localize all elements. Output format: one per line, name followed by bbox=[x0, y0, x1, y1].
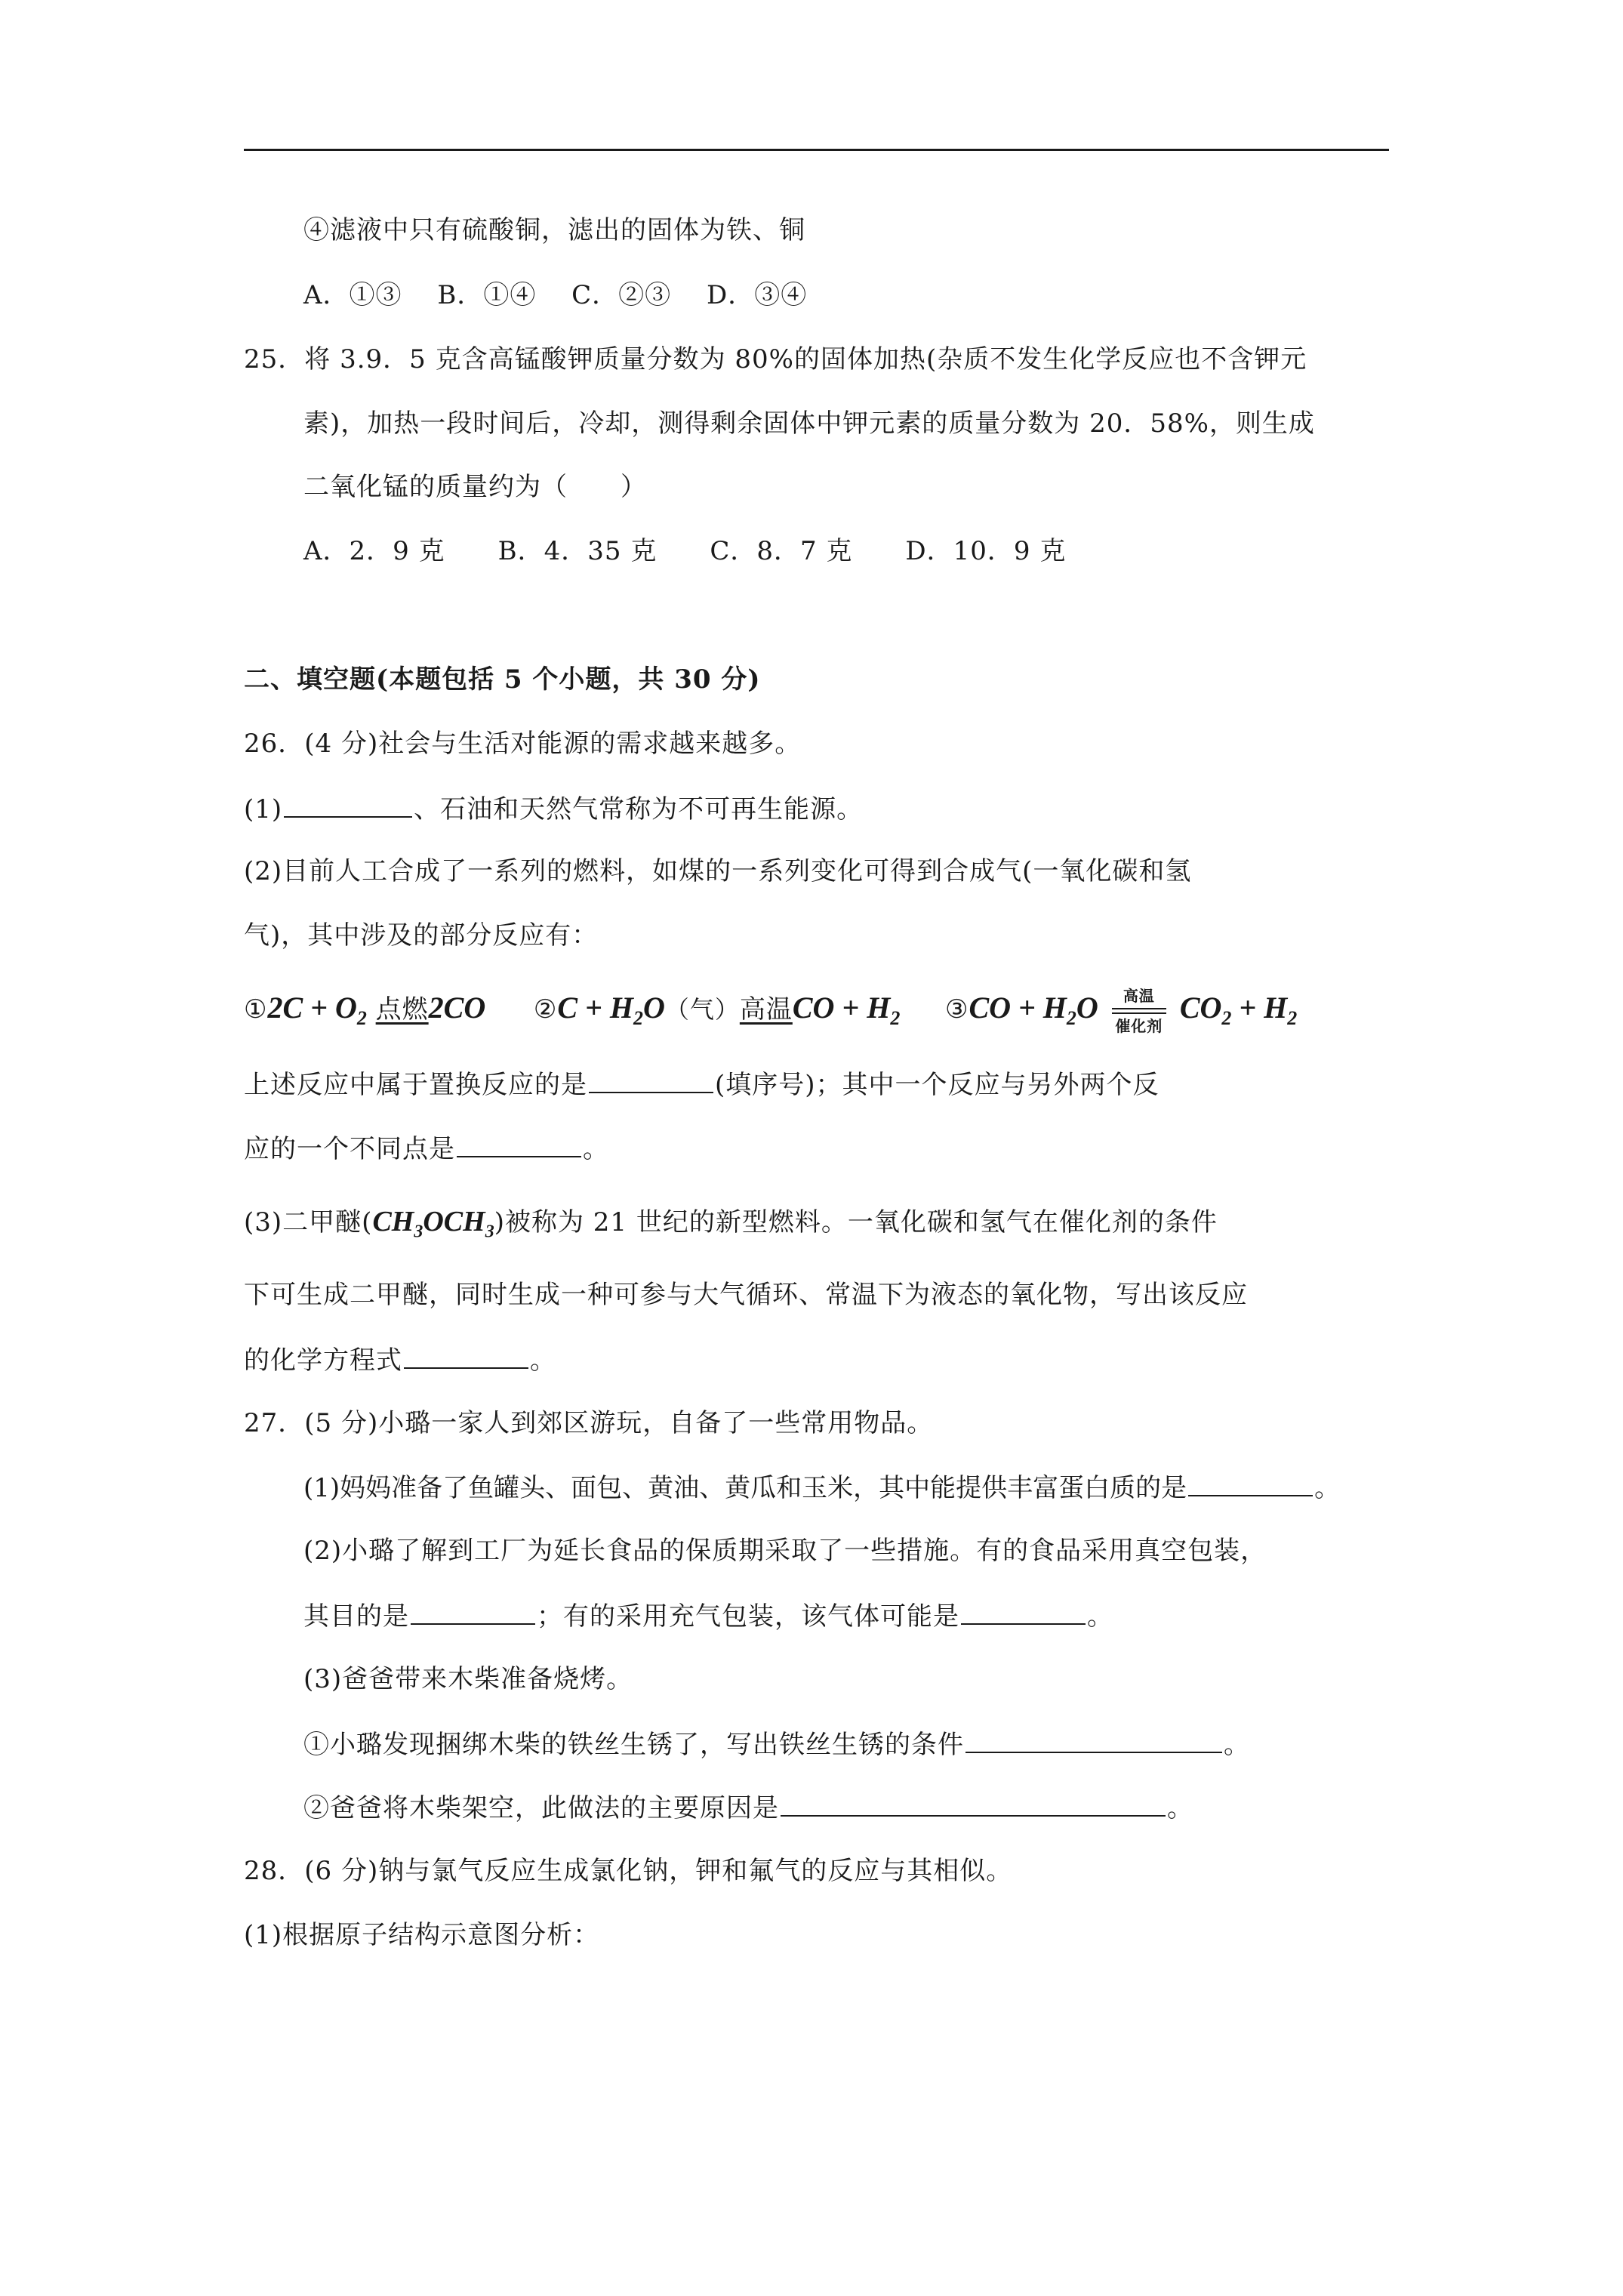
header-rule bbox=[244, 149, 1389, 151]
r2-left-sub: 2 bbox=[633, 1007, 643, 1029]
q27-p2-b: ；有的采用充气包装，该气体可能是 bbox=[537, 1601, 959, 1632]
r2-right: CO + H bbox=[792, 991, 891, 1025]
section-2-title: 二、填空题(本题包括 5 个小题，共 30 分) bbox=[244, 664, 761, 695]
q27-p32-b: 。 bbox=[1167, 1793, 1193, 1823]
q27-part-2-line-1: (2)小璐了解到工厂为延长食品的保质期采取了一些措施。有的食品采用真空包装， bbox=[303, 1536, 1267, 1566]
r1-left-sub: 2 bbox=[356, 1007, 367, 1029]
q28-part-1: (1)根据原子结构示意图分析： bbox=[244, 1920, 600, 1950]
reaction-3-number: ③ bbox=[944, 994, 969, 1025]
reaction-3-products bbox=[1179, 991, 1298, 1029]
q27-stem: 27．(5 分)小璐一家人到郊区游玩，自备了一些常用物品。 bbox=[244, 1408, 934, 1438]
r3-right-sub: 2 bbox=[1221, 1007, 1232, 1029]
q26-p3-b: )被称为 21 世纪的新型燃料。一氧化碳和氢气在催化剂的条件 bbox=[494, 1207, 1218, 1237]
q27-part-3: (3)爸爸带来木柴准备烧烤。 bbox=[303, 1664, 633, 1694]
reaction-1-product: 2CO bbox=[428, 991, 486, 1025]
r3-right-2: + H bbox=[1231, 991, 1288, 1025]
f1-sub: 3 bbox=[414, 1222, 423, 1242]
r3-right-sub-2: 2 bbox=[1287, 1007, 1298, 1029]
reaction-2-products bbox=[792, 991, 901, 1029]
r3-cond-bottom: 催化剂 bbox=[1115, 1017, 1163, 1035]
r3-cond-top: 高温 bbox=[1123, 987, 1155, 1005]
r3-left-2: O bbox=[1076, 991, 1098, 1025]
f2-sub: 3 bbox=[485, 1222, 494, 1242]
reaction-2-reactants bbox=[557, 991, 665, 1029]
q27-p2-a: 其目的是 bbox=[303, 1601, 409, 1632]
q26-part-3-line-1 bbox=[244, 1200, 1218, 1253]
q27-protein-blank[interactable] bbox=[1188, 1469, 1313, 1496]
reaction-3-condition bbox=[1112, 986, 1166, 1036]
q26-part-3-line-2: 下可生成二甲醚，同时生成一种可参与大气循环、常温下为液态的氧化物，写出该反应 bbox=[244, 1280, 1248, 1310]
reaction-2-state: （气） bbox=[664, 995, 740, 1024]
q26-reactions bbox=[244, 985, 1297, 1041]
q26-p1-suffix: 、石油和天然气常称为不可再生能源。 bbox=[414, 794, 864, 824]
q27-rust-condition-blank[interactable] bbox=[965, 1726, 1222, 1753]
q26-p2-question-line-2 bbox=[244, 1130, 609, 1166]
q26-p3-d: 。 bbox=[530, 1345, 556, 1376]
q27-p32-a: ②爸爸将木柴架空，此做法的主要原因是 bbox=[303, 1793, 779, 1823]
reaction-1-reactants bbox=[267, 991, 367, 1029]
q27-reason-blank[interactable] bbox=[781, 1789, 1166, 1817]
reaction-1-number: ① bbox=[244, 994, 268, 1025]
q26-part-3-line-3 bbox=[244, 1342, 556, 1378]
q25-choices: A．2．9 克 B．4．35 克 C．8．7 克 D．10．9 克 bbox=[303, 536, 1067, 566]
reaction-2-number: ② bbox=[533, 994, 558, 1025]
q26-part-1 bbox=[244, 791, 863, 827]
q27-p1-b: 。 bbox=[1314, 1473, 1341, 1503]
f2: OCH bbox=[423, 1206, 485, 1237]
q26-p2q-a: 上述反应中属于置换反应的是 bbox=[244, 1070, 587, 1100]
q26-p1-prefix: (1) bbox=[244, 794, 283, 824]
q27-p1-a: (1)妈妈准备了鱼罐头、面包、黄油、黄瓜和玉米，其中能提供丰富蛋白质的是 bbox=[303, 1473, 1187, 1503]
q26-p3-a: (3)二甲醚( bbox=[244, 1207, 373, 1237]
q27-part-3-2 bbox=[303, 1789, 1193, 1826]
q24-choices: A．①③ B．①④ C．②③ D．③④ bbox=[303, 280, 808, 310]
reaction-2-condition: 高温 bbox=[739, 994, 793, 1025]
q27-part-3-1 bbox=[303, 1726, 1250, 1762]
q26-p3-c: 的化学方程式 bbox=[244, 1345, 402, 1376]
equals-sign bbox=[1112, 1008, 1166, 1014]
q26-p2q-c: 应的一个不同点是 bbox=[244, 1134, 455, 1164]
q24-option-4: ④滤液中只有硫酸铜，滤出的固体为铁、铜 bbox=[303, 215, 805, 245]
q27-p31-b: 。 bbox=[1224, 1730, 1250, 1760]
r2-left: C + H bbox=[557, 991, 633, 1025]
q26-p2-line-2: 气)，其中涉及的部分反应有： bbox=[244, 920, 599, 951]
reaction-1-condition: 点燃 bbox=[375, 994, 429, 1025]
q27-part-1 bbox=[303, 1469, 1340, 1505]
q26-equation-blank[interactable] bbox=[404, 1342, 528, 1369]
q26-p1-answer-blank[interactable] bbox=[284, 791, 412, 818]
r2-left-2: O bbox=[642, 991, 665, 1025]
q27-p31-a: ①小璐发现捆绑木柴的铁丝生锈了，写出铁丝生锈的条件 bbox=[303, 1730, 964, 1760]
q26-stem: 26．(4 分)社会与生活对能源的需求越来越多。 bbox=[244, 729, 802, 759]
r1-left: 2C + O bbox=[267, 991, 357, 1025]
q26-replacement-reaction-blank[interactable] bbox=[589, 1066, 713, 1093]
r3-right: CO bbox=[1179, 991, 1222, 1025]
q26-p2q-d: 。 bbox=[583, 1134, 609, 1164]
q26-p2-line-1: (2)目前人工合成了一系列的燃料，如煤的一系列变化可得到合成气(一氧化碳和氢 bbox=[244, 856, 1192, 886]
q26-p2-question-line-1 bbox=[244, 1066, 1160, 1102]
q25-line-1: 25．将 3.9．5 克含高锰酸钾质量分数为 80%的固体加热(杂质不发生化学反应也不含钾元 bbox=[244, 344, 1307, 374]
r2-right-sub: 2 bbox=[890, 1007, 901, 1029]
q27-gas-blank[interactable] bbox=[961, 1598, 1086, 1625]
r3-left: CO + H bbox=[969, 991, 1067, 1025]
q27-part-2-line-2 bbox=[303, 1598, 1113, 1634]
q27-vacuum-purpose-blank[interactable] bbox=[411, 1598, 535, 1625]
q27-p2-c: 。 bbox=[1087, 1601, 1113, 1632]
r3-left-sub: 2 bbox=[1066, 1007, 1076, 1029]
f1: CH bbox=[372, 1206, 414, 1237]
q26-p2q-b: (填序号)；其中一个反应与另外两个反 bbox=[715, 1070, 1160, 1100]
reaction-3-reactants bbox=[969, 991, 1098, 1029]
q25-line-2: 素)，加热一段时间后，冷却，测得剩余固体中钾元素的质量分数为 20．58%，则生成 bbox=[303, 408, 1315, 439]
q26-difference-blank[interactable] bbox=[457, 1130, 581, 1157]
q28-stem: 28．(6 分)钠与氯气反应生成氯化钠，钾和氟气的反应与其相似。 bbox=[244, 1856, 1013, 1886]
q25-line-3: 二氧化锰的质量约为（ ） bbox=[303, 472, 647, 502]
dimethyl-ether-formula bbox=[372, 1206, 494, 1242]
